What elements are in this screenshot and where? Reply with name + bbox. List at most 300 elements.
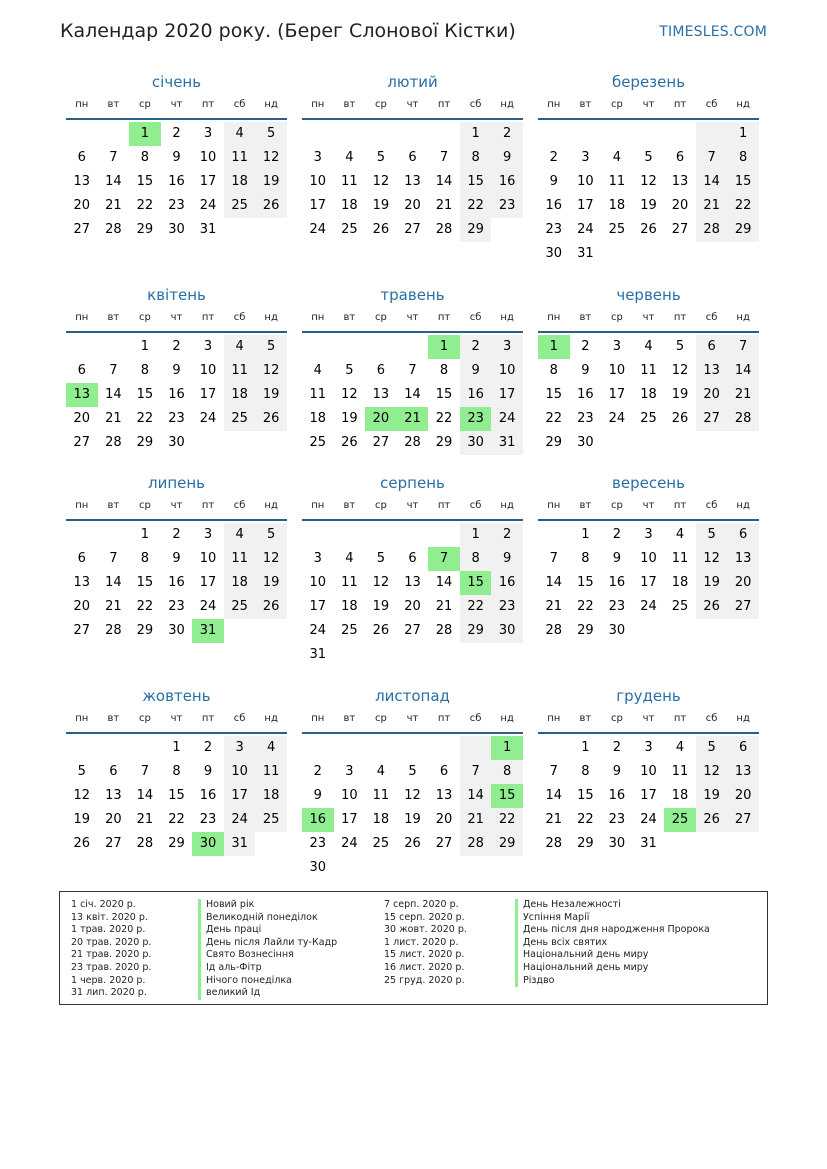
weekday-label: пт [201, 500, 215, 511]
legend-holiday-name: Успіння Марії [515, 912, 710, 925]
days-grid [538, 736, 759, 856]
month-name: березень [611, 73, 686, 91]
weekday-label: чт [170, 99, 183, 110]
holiday-day: 1 [129, 122, 161, 146]
days-grid [538, 523, 759, 643]
weekday-label: чт [406, 99, 419, 110]
day-cell: 7 [109, 150, 118, 165]
day-cell: 18 [255, 784, 287, 808]
weekday-label: вт [107, 500, 120, 511]
day-cell: 31 [491, 431, 523, 455]
weekday-label: нд [500, 713, 514, 724]
day-cell: 19 [73, 812, 91, 827]
day-cell: 2 [549, 150, 558, 165]
day-cell: 18 [671, 575, 689, 590]
holiday-legend [59, 891, 768, 1005]
weekday-label: чт [642, 99, 655, 110]
day-cell: 19 [372, 198, 390, 213]
day-cell: 15 [136, 575, 154, 590]
day-cell: 29 [577, 623, 594, 638]
day-cell: 8 [140, 551, 150, 566]
day-cell: 5 [255, 523, 287, 547]
day-cell: 8 [581, 551, 590, 566]
day-cell: 16 [491, 571, 523, 595]
day-cell: 8 [172, 764, 181, 779]
day-cell: 3 [313, 150, 322, 165]
day-cell: 8 [549, 363, 558, 378]
legend-holiday-date: 13 квіт. 2020 р. [71, 911, 148, 923]
day-cell: 4 [313, 363, 322, 378]
empty-cell [365, 523, 397, 547]
legend-holiday-date: 15 серп. 2020 р. [384, 911, 465, 923]
day-cell: 20 [404, 599, 421, 614]
day-cell: 28 [136, 836, 154, 851]
day-cell: 25 [640, 411, 657, 426]
empty-cell [538, 122, 570, 146]
day-cell: 10 [199, 363, 217, 378]
day-cell: 1 [140, 527, 150, 542]
day-cell: 21 [136, 812, 154, 827]
day-cell: 23 [608, 599, 626, 614]
holiday-day: 20 [365, 407, 397, 431]
day-cell: 20 [73, 198, 91, 213]
month-calendar [302, 471, 523, 667]
weekday-label: сб [469, 99, 482, 110]
day-cell: 29 [460, 619, 492, 643]
day-cell: 31 [199, 222, 217, 237]
day-cell: 5 [675, 339, 685, 354]
day-cell: 25 [671, 599, 689, 614]
day-cell: 17 [199, 174, 217, 189]
day-cell: 5 [644, 150, 653, 165]
day-cell: 18 [309, 411, 327, 426]
day-cell: 14 [727, 359, 759, 383]
day-cell: 1 [172, 740, 181, 755]
day-cell: 19 [372, 599, 390, 614]
day-cell: 30 [545, 246, 563, 261]
day-cell: 20 [727, 784, 759, 808]
day-cell: 14 [105, 387, 122, 402]
legend-holiday-name: Свято Вознесіння [198, 949, 337, 962]
empty-cell [397, 335, 429, 359]
day-cell: 29 [727, 218, 759, 242]
day-cell: 9 [549, 174, 558, 189]
day-cell: 4 [644, 339, 653, 354]
legend-holiday-date: 31 лип. 2020 р. [71, 987, 147, 999]
day-cell: 27 [727, 808, 759, 832]
day-cell: 3 [313, 551, 322, 566]
empty-cell [397, 736, 429, 760]
day-cell: 9 [491, 547, 523, 571]
day-cell: 13 [73, 174, 91, 189]
day-cell: 19 [255, 170, 287, 194]
weekday-label: чт [170, 312, 183, 323]
day-cell: 29 [545, 435, 563, 450]
weekday-header [538, 495, 759, 521]
day-cell: 13 [727, 760, 759, 784]
day-cell: 29 [460, 218, 492, 242]
day-cell: 11 [224, 547, 256, 571]
days-grid [66, 335, 287, 455]
day-cell: 28 [545, 836, 563, 851]
empty-cell [302, 122, 334, 146]
weekday-label: нд [500, 312, 514, 323]
day-cell: 3 [644, 527, 653, 542]
day-cell: 29 [136, 435, 154, 450]
day-cell: 11 [224, 146, 256, 170]
day-cell: 28 [696, 218, 728, 242]
day-cell: 14 [545, 575, 563, 590]
empty-cell [633, 122, 665, 146]
day-cell: 13 [696, 359, 728, 383]
month-calendar [302, 684, 523, 880]
day-cell: 28 [404, 435, 421, 450]
day-cell: 10 [309, 575, 327, 590]
day-cell: 12 [696, 547, 728, 571]
legend-dates-col-1 [71, 899, 151, 1000]
day-cell: 25 [341, 222, 358, 237]
day-cell: 23 [168, 411, 185, 426]
day-cell: 23 [199, 812, 217, 827]
day-cell: 8 [439, 363, 449, 378]
weekday-label: ср [610, 500, 623, 511]
day-cell: 10 [224, 760, 256, 784]
day-cell: 3 [203, 126, 213, 141]
weekday-label: вт [107, 713, 120, 724]
day-cell: 21 [105, 411, 122, 426]
legend-holiday-name: Великодній понеділок [198, 912, 337, 925]
day-cell: 1 [581, 527, 590, 542]
empty-cell [129, 736, 161, 760]
day-cell: 26 [255, 595, 287, 619]
month-name: лютий [387, 73, 438, 91]
weekday-label: пн [311, 312, 325, 323]
day-cell: 23 [491, 194, 523, 218]
day-cell: 18 [372, 812, 390, 827]
days-grid [538, 122, 759, 266]
day-cell: 9 [172, 363, 181, 378]
month-calendar [538, 283, 759, 455]
legend-holiday-name: Нічого понеділка [198, 975, 337, 988]
day-cell: 22 [727, 194, 759, 218]
day-cell: 9 [460, 359, 492, 383]
day-cell: 11 [309, 387, 327, 402]
day-cell: 27 [372, 435, 390, 450]
weekday-header [66, 307, 287, 333]
day-cell: 2 [313, 764, 322, 779]
weekday-header [66, 708, 287, 734]
legend-holiday-name: День всіх святих [515, 937, 710, 950]
day-cell: 16 [199, 788, 217, 803]
weekday-label: вт [579, 500, 592, 511]
weekday-label: пн [547, 713, 561, 724]
day-cell: 28 [105, 222, 122, 237]
days-grid [302, 335, 523, 455]
weekday-label: пт [437, 312, 451, 323]
day-cell: 3 [581, 150, 590, 165]
day-cell: 17 [309, 198, 327, 213]
holiday-day: 25 [664, 808, 696, 832]
day-cell: 16 [168, 387, 185, 402]
legend-holiday-date: 16 лист. 2020 р. [384, 961, 465, 973]
day-cell: 3 [491, 335, 523, 359]
day-cell: 14 [435, 575, 453, 590]
day-cell: 29 [577, 836, 594, 851]
day-cell: 11 [671, 764, 689, 779]
legend-holiday-name: День після Лайли ту-Кадр [198, 937, 337, 950]
legend-holiday-date: 1 трав. 2020 р. [71, 924, 146, 936]
weekday-label: вт [343, 312, 356, 323]
day-cell: 16 [545, 198, 563, 213]
day-cell: 31 [577, 246, 594, 261]
month-calendar [538, 70, 759, 266]
day-cell: 11 [224, 359, 256, 383]
day-cell: 21 [727, 383, 759, 407]
day-cell: 17 [640, 788, 657, 803]
day-cell: 14 [105, 174, 122, 189]
day-cell: 9 [581, 363, 590, 378]
legend-holiday-name: Національний день миру [515, 962, 710, 975]
holiday-day: 13 [66, 383, 98, 407]
holiday-day: 15 [491, 784, 523, 808]
day-cell: 20 [73, 411, 91, 426]
holiday-day: 30 [192, 832, 224, 856]
day-cell: 24 [224, 808, 256, 832]
day-cell: 25 [372, 836, 390, 851]
weekday-label: нд [736, 312, 750, 323]
day-cell: 27 [404, 623, 421, 638]
day-cell: 25 [341, 623, 358, 638]
day-cell: 8 [140, 363, 150, 378]
day-cell: 3 [203, 339, 213, 354]
day-cell: 14 [545, 788, 563, 803]
day-cell: 13 [73, 575, 91, 590]
day-cell: 5 [376, 551, 386, 566]
day-cell: 5 [408, 764, 417, 779]
day-cell: 4 [376, 764, 386, 779]
day-cell: 14 [460, 784, 492, 808]
empty-cell [428, 736, 460, 760]
day-cell: 19 [671, 387, 689, 402]
weekday-label: чт [642, 713, 655, 724]
day-cell: 16 [460, 383, 492, 407]
day-cell: 25 [309, 435, 327, 450]
day-cell: 24 [577, 222, 594, 237]
month-name: липень [147, 474, 206, 492]
day-cell: 9 [172, 551, 181, 566]
empty-cell [365, 335, 397, 359]
month-name: квітень [147, 286, 206, 304]
weekday-label: ср [610, 99, 623, 110]
day-cell: 20 [727, 571, 759, 595]
month-calendar [66, 283, 287, 455]
day-cell: 6 [439, 764, 449, 779]
day-cell: 15 [727, 170, 759, 194]
weekday-label: чт [406, 713, 419, 724]
weekday-label: пт [673, 500, 687, 511]
day-cell: 21 [435, 198, 453, 213]
day-cell: 7 [408, 363, 417, 378]
day-cell: 29 [136, 623, 154, 638]
month-name: серпень [380, 474, 445, 492]
day-cell: 17 [199, 387, 217, 402]
day-cell: 28 [727, 407, 759, 431]
legend-holiday-date: 7 серп. 2020 р. [384, 899, 459, 910]
day-cell: 9 [612, 764, 622, 779]
day-cell: 24 [199, 411, 217, 426]
empty-cell [365, 736, 397, 760]
days-grid [66, 122, 287, 242]
holiday-day: 1 [491, 736, 523, 760]
day-cell: 28 [105, 623, 122, 638]
weekday-label: чт [170, 500, 183, 511]
day-cell: 29 [435, 435, 453, 450]
day-cell: 18 [224, 571, 256, 595]
weekday-label: пн [75, 312, 89, 323]
weekday-label: пт [673, 713, 687, 724]
weekday-label: сб [233, 713, 246, 724]
weekday-label: ср [610, 312, 623, 323]
weekday-label: ср [138, 312, 151, 323]
empty-cell [98, 523, 130, 547]
weekday-label: вт [579, 713, 592, 724]
day-cell: 23 [168, 198, 185, 213]
day-cell: 11 [608, 174, 626, 189]
month-calendar [66, 684, 287, 880]
day-cell: 3 [612, 339, 622, 354]
day-cell: 27 [696, 407, 728, 431]
day-cell: 28 [435, 623, 453, 638]
weekday-header [66, 495, 287, 521]
day-cell: 6 [727, 736, 759, 760]
weekday-label: ср [610, 713, 623, 724]
weekday-label: пт [437, 713, 451, 724]
weekday-label: вт [579, 312, 592, 323]
legend-holiday-name: День після дня народження Пророка [515, 924, 710, 937]
day-cell: 17 [341, 812, 358, 827]
legend-holiday-date: 21 трав. 2020 р. [71, 949, 152, 961]
day-cell: 2 [203, 740, 213, 755]
day-cell: 26 [73, 836, 91, 851]
day-cell: 26 [640, 222, 657, 237]
legend-dates-col-2 [384, 899, 467, 987]
empty-cell [538, 523, 570, 547]
day-cell: 18 [671, 788, 689, 803]
weekday-label: сб [233, 500, 246, 511]
weekday-label: нд [264, 500, 278, 511]
month-row [66, 283, 759, 455]
day-cell: 23 [491, 595, 523, 619]
day-cell: 21 [545, 599, 563, 614]
day-cell: 30 [608, 836, 626, 851]
day-cell: 10 [640, 764, 657, 779]
empty-cell [538, 736, 570, 760]
month-calendar [302, 70, 523, 266]
empty-cell [696, 122, 728, 146]
day-cell: 2 [172, 126, 181, 141]
day-cell: 17 [577, 198, 594, 213]
day-cell: 10 [640, 551, 657, 566]
day-cell: 3 [345, 764, 354, 779]
empty-cell [66, 122, 98, 146]
day-cell: 31 [640, 836, 657, 851]
weekday-header [302, 495, 523, 521]
holiday-day: 16 [302, 808, 334, 832]
day-cell: 4 [224, 335, 256, 359]
day-cell: 10 [608, 363, 626, 378]
legend-holiday-name: День Незалежності [515, 899, 710, 912]
day-cell: 19 [640, 198, 657, 213]
day-cell: 24 [491, 407, 523, 431]
weekday-label: пт [673, 312, 687, 323]
weekday-label: пт [437, 99, 451, 110]
day-cell: 10 [491, 359, 523, 383]
day-cell: 5 [255, 335, 287, 359]
month-name: листопад [375, 687, 450, 705]
day-cell: 20 [105, 812, 122, 827]
day-cell: 23 [608, 812, 626, 827]
day-cell: 17 [309, 599, 327, 614]
day-cell: 18 [224, 383, 256, 407]
site-link[interactable]: TIMESLES.COM [659, 24, 767, 40]
weekday-label: пн [75, 500, 89, 511]
day-cell: 10 [309, 174, 327, 189]
day-cell: 12 [341, 387, 358, 402]
weekday-label: вт [343, 500, 356, 511]
day-cell: 7 [549, 551, 558, 566]
day-cell: 27 [727, 595, 759, 619]
empty-cell [428, 122, 460, 146]
day-cell: 20 [435, 812, 453, 827]
weekday-label: нд [500, 99, 514, 110]
day-cell: 21 [105, 599, 122, 614]
legend-holiday-date: 30 жовт. 2020 р. [384, 924, 467, 936]
weekday-label: чт [406, 500, 419, 511]
day-cell: 16 [577, 387, 594, 402]
day-cell: 26 [404, 836, 421, 851]
day-cell: 21 [460, 808, 492, 832]
day-cell: 8 [581, 764, 590, 779]
day-cell: 8 [140, 150, 150, 165]
day-cell: 12 [404, 788, 421, 803]
empty-cell [428, 523, 460, 547]
weekday-label: пт [201, 312, 215, 323]
day-cell: 11 [671, 551, 689, 566]
day-cell: 9 [203, 764, 213, 779]
day-cell: 15 [577, 788, 594, 803]
empty-cell [98, 335, 130, 359]
day-cell: 21 [105, 198, 122, 213]
day-cell: 26 [341, 435, 358, 450]
month-name: вересень [612, 474, 685, 492]
day-cell: 12 [640, 174, 657, 189]
day-cell: 4 [675, 740, 685, 755]
day-cell: 4 [255, 736, 287, 760]
legend-holiday-name: Національний день миру [515, 949, 710, 962]
weekday-label: ср [138, 500, 151, 511]
day-cell: 24 [309, 222, 327, 237]
day-cell: 2 [491, 523, 523, 547]
day-cell: 26 [255, 194, 287, 218]
day-cell: 13 [105, 788, 122, 803]
holiday-day: 21 [397, 407, 429, 431]
day-cell: 3 [203, 527, 213, 542]
day-cell: 27 [73, 222, 91, 237]
day-cell: 21 [545, 812, 563, 827]
day-cell: 24 [608, 411, 626, 426]
day-cell: 1 [460, 122, 492, 146]
day-cell: 5 [696, 523, 728, 547]
